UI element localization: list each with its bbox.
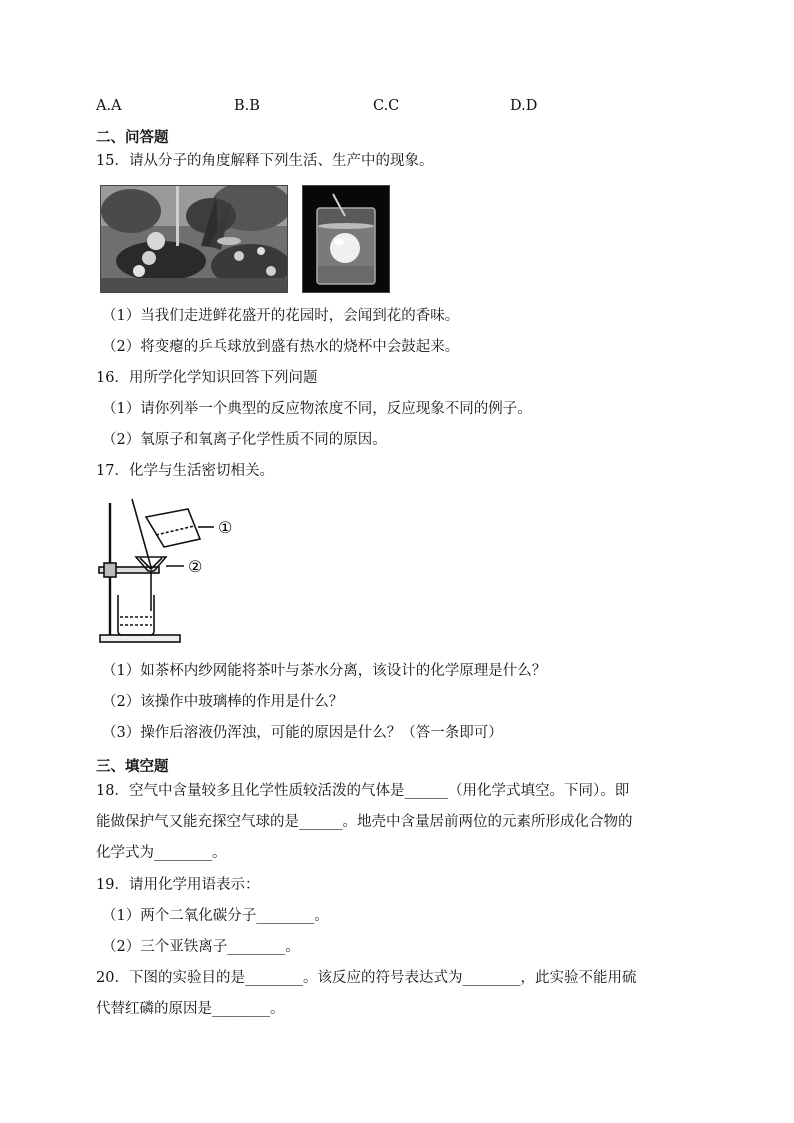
- q19-part-1: （1）两个二氧化碳分子________。: [102, 908, 329, 924]
- q20-line-2: 代替红磷的原因是________。: [96, 1001, 285, 1017]
- q16-part-2: （2）氧原子和氧离子化学性质不同的原因。: [102, 432, 387, 448]
- section-2-title: 二、问答题: [96, 129, 169, 146]
- filtration-apparatus-diagram: [96, 495, 256, 655]
- option-b: B.B: [234, 98, 260, 114]
- garden-photo: [100, 185, 288, 293]
- q19-part-2: （2）三个亚铁离子________。: [102, 939, 300, 955]
- q19-stem: 19．请用化学用语表示：: [96, 877, 260, 893]
- q15-stem: 15．请从分子的角度解释下列生活、生产中的现象。: [96, 153, 434, 169]
- label-1: ①: [218, 518, 233, 537]
- q20-line-1: 20．下图的实验目的是________。该反应的符号表达式为________，此实验不能用硫: [96, 970, 637, 986]
- q17-part-1: （1）如茶杯内纱网能将茶叶与茶水分离，该设计的化学原理是什么？: [102, 663, 547, 679]
- q15-part-2: （2）将变瘪的乒乓球放到盛有热水的烧杯中会鼓起来。: [102, 339, 460, 355]
- option-d: D.D: [510, 98, 538, 114]
- option-a: A.A: [96, 98, 122, 114]
- section-3-title: 三、填空题: [96, 758, 169, 775]
- q18-line-1: 18．空气中含量较多且化学性质较活泼的气体是______（用化学式填空。下同）。即: [96, 783, 630, 799]
- q16-part-1: （1）请你列举一个典型的反应物浓度不同，反应现象不同的例子。: [102, 401, 532, 417]
- q18-line-2: 能做保护气又能充探空气球的是______。地壳中含量居前两位的元素所形成化合物的: [96, 814, 633, 830]
- q16-stem: 16．用所学化学知识回答下列问题: [96, 370, 318, 386]
- label-2: ②: [188, 557, 203, 576]
- q17-stem: 17．化学与生活密切相关。: [96, 463, 274, 479]
- q15-part-1: （1）当我们走进鲜花盛开的花园时，会闻到花的香味。: [102, 308, 460, 324]
- beaker-photo: [302, 185, 390, 293]
- option-c: C.C: [373, 98, 400, 114]
- q17-part-3: （3）操作后溶液仍浑浊，可能的原因是什么？（答一条即可）: [102, 725, 503, 741]
- q17-part-2: （2）该操作中玻璃棒的作用是什么？: [102, 694, 344, 710]
- q18-line-3: 化学式为________。: [96, 845, 227, 861]
